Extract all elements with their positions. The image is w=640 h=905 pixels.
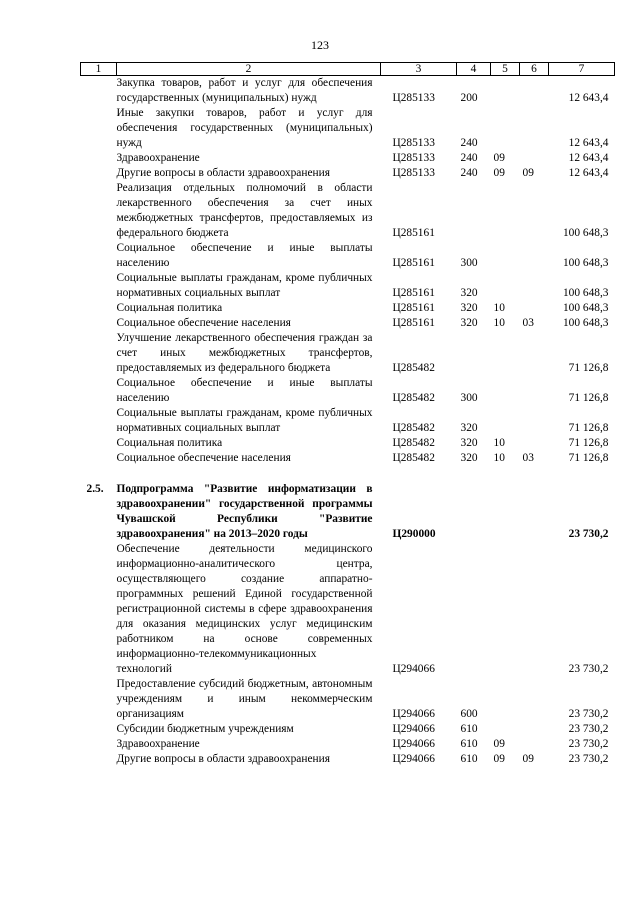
amount: 23 730,2	[568, 723, 609, 735]
section-code: 09	[493, 738, 505, 750]
expense-type	[457, 181, 491, 241]
table-row	[81, 737, 615, 752]
header-cell: 7	[549, 63, 615, 76]
row-number	[81, 106, 117, 151]
header-row	[81, 63, 615, 76]
amount: 71 126,8	[568, 452, 609, 464]
amount: 23 730,2	[568, 708, 609, 720]
section-code	[491, 106, 520, 151]
section-code	[491, 76, 520, 107]
target-code: Ц285482	[392, 422, 435, 434]
subsection-code: 03	[522, 452, 534, 464]
row-number	[81, 166, 117, 181]
amount: 12 643,4	[568, 152, 609, 164]
expense-type: 610	[460, 753, 478, 765]
target-code: Ц294066	[392, 723, 435, 735]
row-number	[81, 752, 117, 767]
row-name: Иные закупки товаров, работ и услуг для обеспечения государственных (муниципальных) нужд	[116, 107, 373, 149]
expense-type: 200	[460, 92, 478, 104]
amount: 23 730,2	[568, 663, 609, 675]
table-row	[81, 677, 615, 722]
subsection-code: 09	[522, 167, 534, 179]
target-code: Ц285482	[392, 437, 435, 449]
amount: 12 643,4	[568, 92, 609, 104]
subsection-code	[520, 482, 549, 542]
row-name: Здравоохранение	[116, 152, 200, 164]
spacer-row	[81, 466, 615, 482]
table-row	[81, 331, 615, 376]
spacer-cell	[81, 466, 117, 482]
target-code: Ц294066	[392, 663, 435, 675]
amount: 12 643,4	[568, 137, 609, 149]
row-name: Социальная политика	[116, 302, 223, 314]
row-name: Здравоохранение	[116, 738, 200, 750]
row-name: Закупка товаров, работ и услуг для обеспечения государственных (муниципальных) нужд	[116, 77, 373, 104]
amount: 12 643,4	[568, 167, 609, 179]
table-row	[81, 181, 615, 241]
subsection-code	[520, 737, 549, 752]
target-code: Ц285161	[392, 302, 435, 314]
table-row	[81, 752, 615, 767]
amount: 71 126,8	[568, 422, 609, 434]
target-code: Ц285161	[392, 257, 435, 269]
amount: 100 648,3	[562, 257, 609, 269]
section-code: 09	[493, 753, 505, 765]
spacer-cell	[520, 466, 549, 482]
subsection-code	[520, 151, 549, 166]
target-code: Ц285133	[392, 167, 435, 179]
subsection-code	[520, 181, 549, 241]
page-number: 123	[311, 38, 329, 52]
table-row	[81, 406, 615, 436]
table-row	[81, 451, 615, 466]
row-name: Субсидии бюджетным учреждениям	[116, 723, 294, 735]
row-number	[81, 76, 117, 107]
subsection-code	[520, 106, 549, 151]
amount: 100 648,3	[562, 227, 609, 239]
section-code	[491, 722, 520, 737]
table-row	[81, 376, 615, 406]
spacer-cell	[491, 466, 520, 482]
expense-type: 600	[460, 708, 478, 720]
amount: 71 126,8	[568, 362, 609, 374]
header-cell: 4	[457, 63, 491, 76]
expense-type: 240	[460, 152, 478, 164]
header-cell: 1	[81, 63, 117, 76]
section-code	[491, 677, 520, 722]
subsection-code: 09	[522, 753, 534, 765]
section-code: 10	[493, 302, 505, 314]
row-name: Другие вопросы в области здравоохранения	[116, 753, 330, 765]
spacer-cell	[381, 466, 457, 482]
amount: 100 648,3	[562, 317, 609, 329]
row-name: Социальная политика	[116, 437, 223, 449]
row-number	[81, 451, 117, 466]
expense-type: 320	[460, 422, 478, 434]
section-code	[491, 542, 520, 677]
target-code: Ц294066	[392, 708, 435, 720]
section-code	[491, 241, 520, 271]
row-name: Обеспечение деятельности медицинского информационно-аналитического центра, осуществляющего создание аппаратно-программных решений Единой государственной регистрационной системы в сфере здравоохранения для оказания медицинских услуг медицинским работником на основе современных информационно-телекоммуникационных технологий	[116, 543, 373, 675]
row-name: Социальное обеспечение населения	[116, 452, 291, 464]
subsection-code	[520, 722, 549, 737]
section-code: 10	[493, 437, 505, 449]
subsection-code: 03	[522, 317, 534, 329]
row-name: Предоставление субсидий бюджетным, автономным учреждениям и иным некоммерческим организациям	[116, 678, 373, 720]
row-name: Социальное обеспечение и иные выплаты населению	[116, 377, 373, 404]
expense-type: 240	[460, 167, 478, 179]
table-row	[81, 436, 615, 451]
target-code: Ц285161	[392, 287, 435, 299]
row-number: 2.5.	[86, 483, 104, 495]
row-number	[81, 331, 117, 376]
table-row	[81, 722, 615, 737]
row-number	[81, 436, 117, 451]
section-code	[491, 406, 520, 436]
amount: 71 126,8	[568, 392, 609, 404]
section-code	[491, 482, 520, 542]
table-row	[81, 106, 615, 151]
subsection-code	[520, 271, 549, 301]
table-row	[81, 76, 615, 107]
subsection-code	[520, 677, 549, 722]
section-code	[491, 376, 520, 406]
row-number	[81, 376, 117, 406]
amount: 100 648,3	[562, 287, 609, 299]
row-name: Социальное обеспечение и иные выплаты населению	[116, 242, 373, 269]
spacer-cell	[549, 466, 615, 482]
subsection-code	[520, 542, 549, 677]
amount: 100 648,3	[562, 302, 609, 314]
table-row	[81, 151, 615, 166]
amount: 23 730,2	[568, 753, 609, 765]
expense-type: 320	[460, 302, 478, 314]
target-code: Ц285133	[392, 152, 435, 164]
table-row	[81, 316, 615, 331]
target-code: Ц290000	[392, 528, 436, 540]
header-cell: 3	[381, 63, 457, 76]
subsection-code	[520, 406, 549, 436]
amount: 23 730,2	[568, 738, 609, 750]
row-name: Подпрограмма "Развитие информатизации в здравоохранении" государственной программы Чувашской Республики "Развитие здравоохранения" на 2013–2020 годы	[116, 483, 373, 540]
expense-type: 320	[460, 452, 478, 464]
row-number	[81, 722, 117, 737]
subsection-code	[520, 436, 549, 451]
row-number	[81, 677, 117, 722]
subsection-code	[520, 301, 549, 316]
row-name: Улучшение лекарственного обеспечения граждан за счет иных межбюджетных трансфертов, предоставляемых из федерального бюджета	[116, 332, 373, 374]
section-code: 09	[493, 167, 505, 179]
row-number	[81, 542, 117, 677]
target-code: Ц294066	[392, 753, 435, 765]
section-code	[491, 271, 520, 301]
row-number	[81, 406, 117, 436]
expense-type	[457, 331, 491, 376]
target-code: Ц285482	[392, 362, 435, 374]
expense-type: 320	[460, 437, 478, 449]
row-number	[81, 271, 117, 301]
target-code: Ц285482	[392, 452, 435, 464]
header-cell: 2	[117, 63, 381, 76]
table-row	[81, 166, 615, 181]
subsection-code	[520, 376, 549, 406]
expense-type: 320	[460, 287, 478, 299]
row-number	[81, 301, 117, 316]
row-name: Другие вопросы в области здравоохранения	[116, 167, 330, 179]
target-code: Ц285133	[392, 137, 435, 149]
table-row	[81, 482, 615, 542]
expense-type: 240	[460, 137, 478, 149]
spacer-cell	[117, 466, 381, 482]
subsection-code	[520, 241, 549, 271]
expense-type: 320	[460, 317, 478, 329]
spacer-cell	[457, 466, 491, 482]
row-number	[81, 151, 117, 166]
section-code	[491, 181, 520, 241]
row-name: Социальные выплаты гражданам, кроме публичных нормативных социальных выплат	[116, 407, 373, 434]
expense-type	[457, 482, 491, 542]
row-name: Социальные выплаты гражданам, кроме публичных нормативных социальных выплат	[116, 272, 373, 299]
header-cell: 6	[520, 63, 549, 76]
table-row	[81, 301, 615, 316]
table-row	[81, 241, 615, 271]
row-number	[81, 316, 117, 331]
expense-type	[457, 542, 491, 677]
header-cell: 5	[491, 63, 520, 76]
expense-type: 300	[460, 392, 478, 404]
row-name: Социальное обеспечение населения	[116, 317, 291, 329]
section-code: 10	[493, 317, 505, 329]
row-number	[81, 241, 117, 271]
section-code: 10	[493, 452, 505, 464]
section-code: 09	[493, 152, 505, 164]
amount: 23 730,2	[568, 528, 609, 540]
target-code: Ц285161	[392, 317, 435, 329]
target-code: Ц285482	[392, 392, 435, 404]
target-code: Ц285161	[392, 227, 435, 239]
target-code: Ц294066	[392, 738, 435, 750]
amount: 71 126,8	[568, 437, 609, 449]
expense-type: 610	[460, 723, 478, 735]
budget-table	[80, 62, 615, 767]
table-body	[81, 76, 615, 768]
table-row	[81, 542, 615, 677]
row-number	[81, 737, 117, 752]
row-name: Реализация отдельных полномочий в области лекарственного обеспечения за счет иных межбюджетных трансфертов, предоставляемых из федерального бюджета	[116, 182, 373, 239]
subsection-code	[520, 331, 549, 376]
target-code: Ц285133	[392, 92, 435, 104]
subsection-code	[520, 76, 549, 107]
expense-type: 610	[460, 738, 478, 750]
section-code	[491, 331, 520, 376]
expense-type: 300	[460, 257, 478, 269]
table-row	[81, 271, 615, 301]
row-number	[81, 181, 117, 241]
